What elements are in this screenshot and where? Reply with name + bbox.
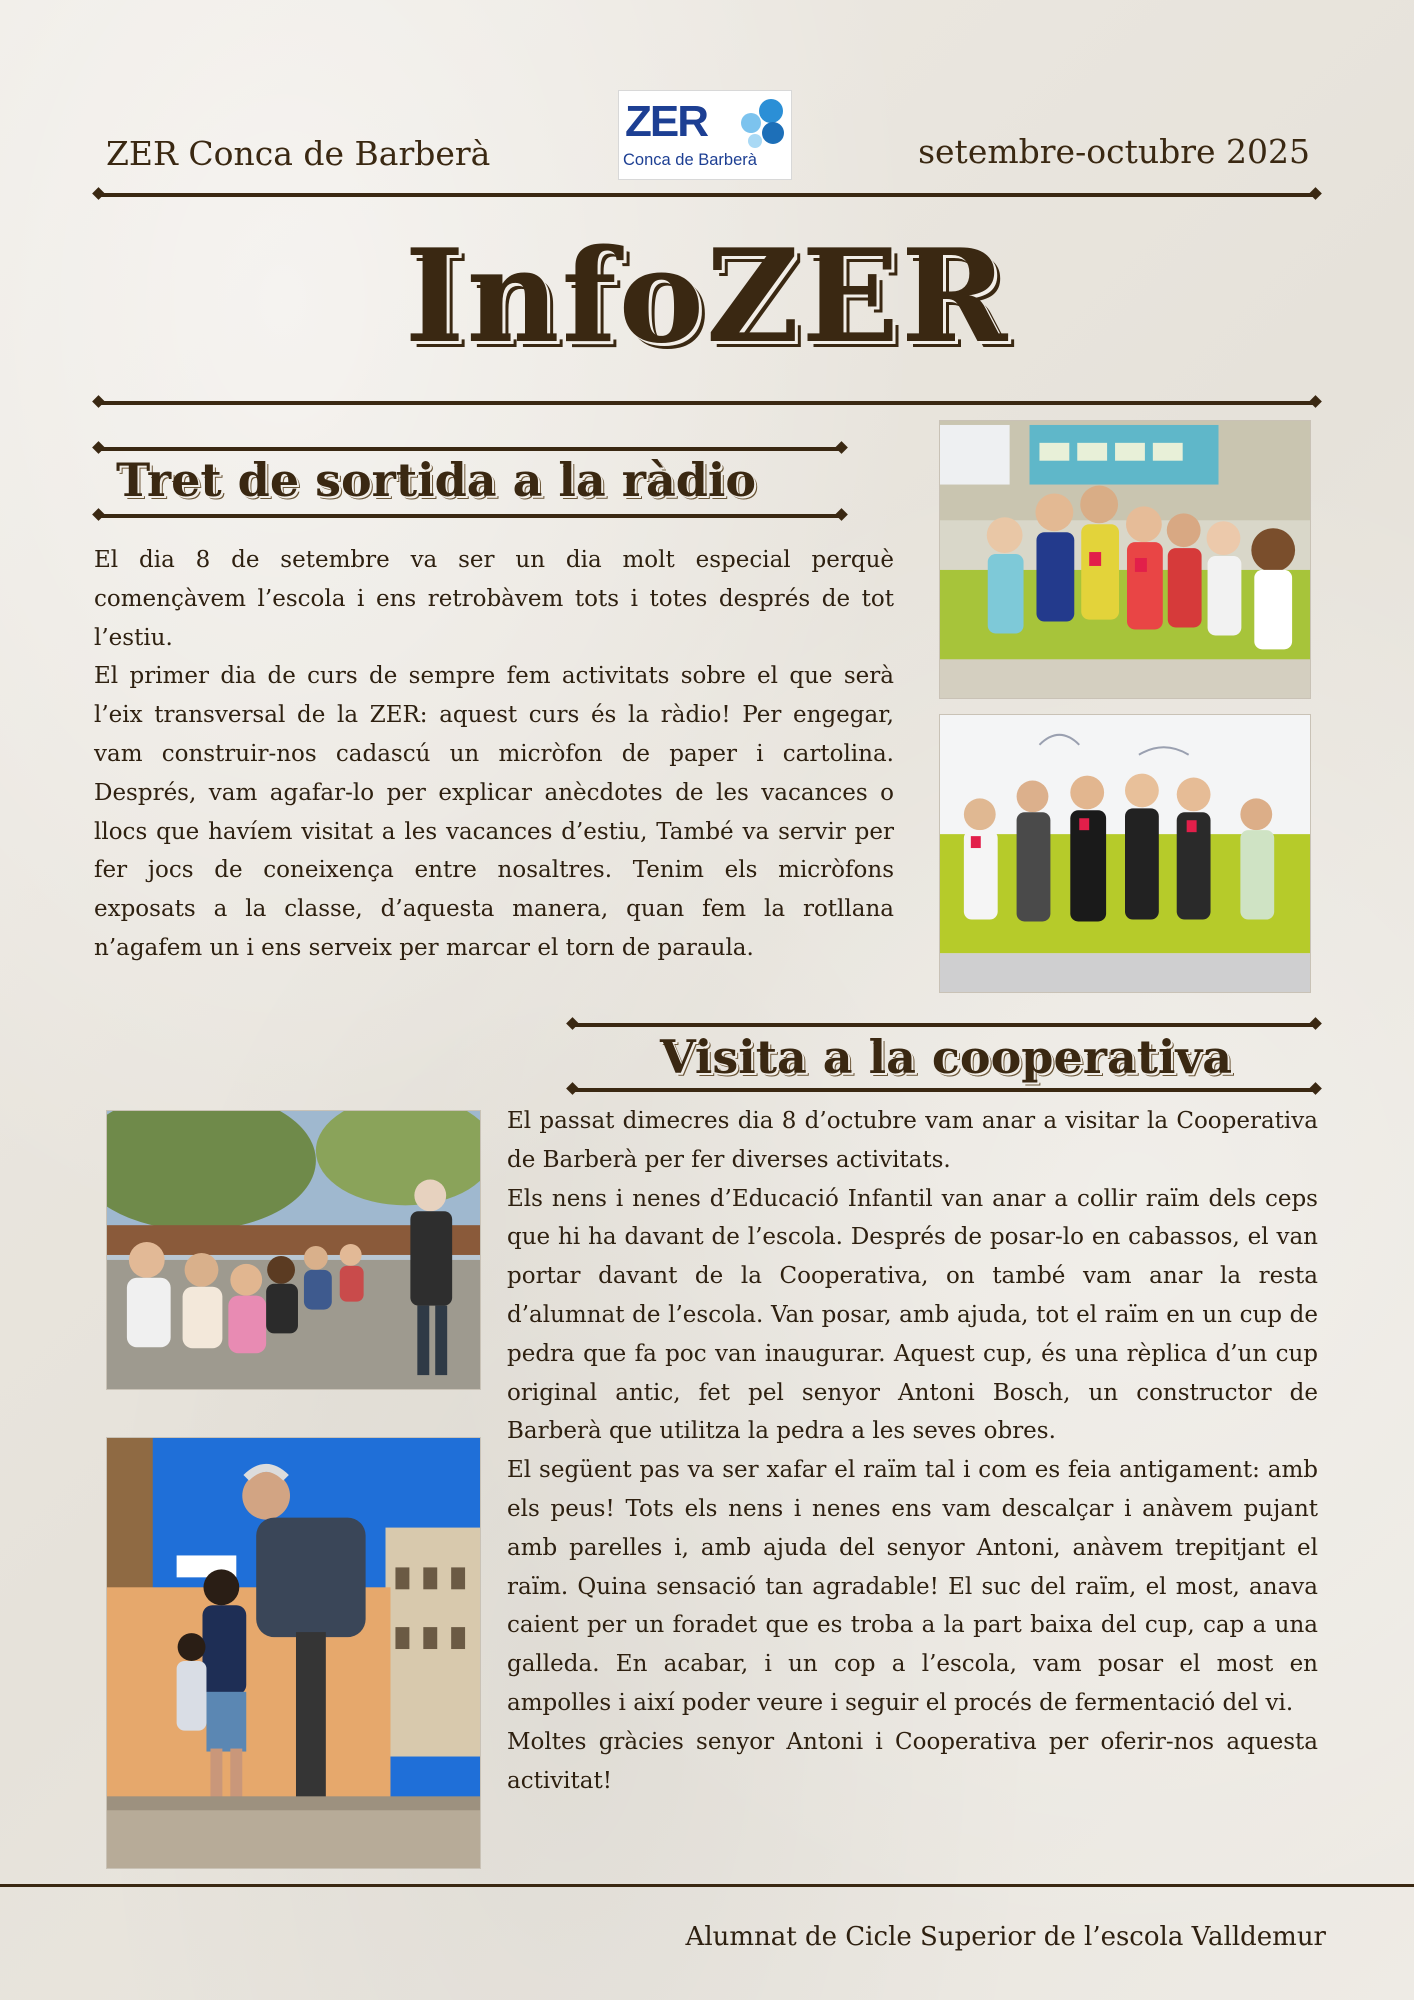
article2-paragraph: Moltes gràcies senyor Antoni i Cooperativa per oferir-nos aquesta activitat! [507,1728,1318,1794]
masthead-title: InfoZER [404,222,1010,372]
article1-paragraph: El primer dia de curs de sempre fem activitats sobre el que serà l’eix transversal de la ZER: aquest curs és la ràdio! Per engegar, vam construir-nos cadascú un micròfon de paper i cartolina. Després, vam agafar-lo per explicar anècdotes de les vacances o llocs que havíem visitat a les vacances d’estiu, També va servir per fer jocs de coneixença entre nosaltres. Tenim els micròfons exposats a la classe, d’aquesta manera, quan fem la rotllana n’agafem un i ens serveix per marcar el torn de paraula. [94,663,894,961]
article2-paragraph: El passat dimecres dia 8 d’octubre vam anar a visitar la Cooperativa de Barberà per fer diverses activitats. [507,1108,1318,1173]
logo-drops-icon [731,97,787,149]
photo-children-standing-microphones [939,714,1311,993]
photo-children-microphones-group [939,420,1311,699]
photo-children-outdoor-talk [106,1110,481,1390]
article1-body [94,541,894,968]
article2-title: Visita a la cooperativa [660,1030,1233,1084]
article2-title-rule-top [572,1023,1316,1027]
article2-body [507,1102,1318,1800]
article1-paragraph: El dia 8 de setembre va ser un dia molt especial perquè començàvem l’escola i ens retrobàvem tots i totes després de tot l’estiu. [94,547,894,651]
footer-credit: Alumnat de Cicle Superior de l’escola Valldemur [685,1922,1326,1952]
article1-title-rule-top [98,447,842,451]
zer-logo [618,90,792,180]
header-divider [98,193,1316,197]
school-group-name: ZER Conca de Barberà [106,134,491,173]
article2-paragraph: El següent pas va ser xafar el raïm tal i com es feia antigament: amb els peus! Tots els nens i nenes ens vam descalçar i anàvem pujant amb parelles i, amb ajuda del senyor Antoni, anàvem trepitjant el raïm. Quina sensació tan agradable! El suc del raïm, el most, anava caient per un foradet que es troba a la part baixa del cup, cap a una galleda. En acabar, i un cop a l’escola, vam posar el most en ampolles i així poder veure i seguir el procés de fermentació del vi. [507,1457,1318,1716]
issue-date: setembre-octubre 2025 [918,132,1310,171]
article2-title-rule-bottom [572,1088,1316,1092]
photo-grape-stomping [106,1437,481,1869]
article1-title: Tret de sortida a la ràdio [116,453,757,507]
logo-sub-text: Conca de Barberà [623,151,757,169]
footer-divider [0,1884,1414,1887]
article2-paragraph: Els nens i nenes d’Educació Infantil van anar a collir raïm dels ceps que hi ha davant de l’escola. Després de posar-lo en cabassos, el van portar davant de la Cooperativa, on també vam anar la resta d’alumnat de l’escola. Van posar, amb ajuda, tot el raïm en un cup de pedra que fa poc van inaugurar. Aquest cup, és una rèplica d’un cup original antic, fet pel senyor Antoni Bosch, un constructor de Barberà que utilitza la pedra a les seves obres. [507,1185,1318,1445]
masthead-divider [98,401,1316,405]
article1-title-rule-bottom [98,514,842,518]
logo-main-text: ZER [625,97,707,146]
